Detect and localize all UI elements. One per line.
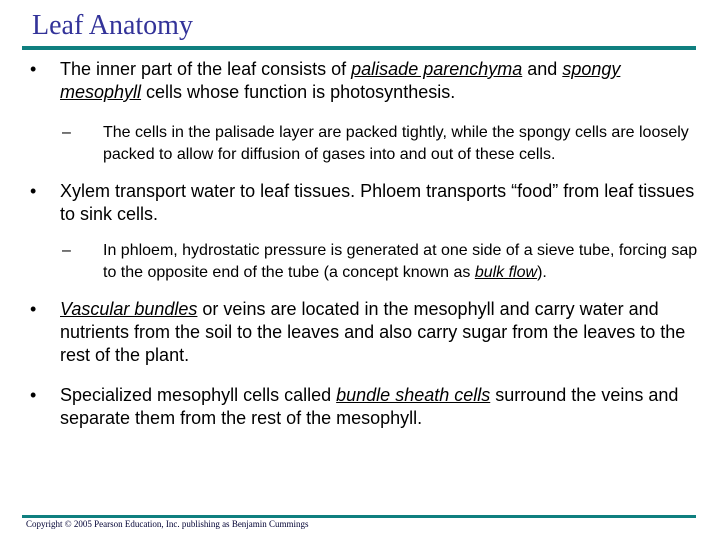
bullet-bundle-sheath — [26, 384, 698, 430]
title-divider — [22, 46, 696, 50]
bullet-text: surround the veins and separate them from the rest of the mesophyll. — [60, 385, 679, 428]
subbullet-text: The cells in the palisade layer are packed tightly, while the spongy cells are loosely packed to allow for diffusion of gases into and out of these cells. — [103, 124, 689, 163]
bullet-dot: • — [30, 299, 37, 319]
bullet-xylem-phloem — [26, 180, 698, 226]
bullet-inner-leaf — [26, 58, 698, 104]
subbullet-palisade-layer — [26, 122, 698, 166]
subbullet-dash: – — [62, 124, 71, 141]
footer-divider — [22, 515, 696, 518]
bullet-dot: • — [30, 385, 37, 405]
term-vascular-bundles: Vascular bundles — [60, 299, 198, 319]
term-palisade-parenchyma: palisade parenchyma — [351, 59, 523, 79]
bullet-text: Specialized mesophyll cells called — [60, 385, 337, 405]
term-bundle-sheath-cells: bundle sheath cells — [336, 385, 491, 405]
subbullet-text: ). — [537, 264, 547, 281]
bullet-text: The inner part of the leaf consists of — [60, 59, 352, 79]
subbullet-text: In phloem, hydrostatic pressure is generated at one side of a sieve tube, forcing sap to the opposite end of the tube (a concept known as — [103, 242, 698, 281]
bullet-vascular-bundles — [26, 298, 698, 367]
subbullet-bulk-flow — [26, 240, 698, 284]
slide-body — [26, 58, 698, 430]
bullet-text: Xylem transport water to leaf tissues. Phloem transports “food” from leaf tissues to sink cells. — [60, 181, 695, 224]
bullet-text: and — [522, 59, 563, 79]
subbullet-dash: – — [62, 242, 71, 259]
bullet-dot: • — [30, 59, 37, 79]
bullet-text: or veins are located in the mesophyll and carry water and nutrients from the soil to the leaves and also carry sugar from the leaves to the rest of the plant. — [60, 299, 686, 365]
slide-title: Leaf Anatomy — [32, 10, 193, 41]
term-bulk-flow: bulk flow — [474, 264, 538, 281]
bullet-text: cells whose function is photosynthesis. — [141, 82, 456, 102]
term-spongy-mesophyll: spongy mesophyll — [60, 59, 621, 102]
bullet-dot: • — [30, 181, 37, 201]
copyright-footer: Copyright © 2005 Pearson Education, Inc. publishing as Benjamin Cummings — [26, 519, 309, 529]
